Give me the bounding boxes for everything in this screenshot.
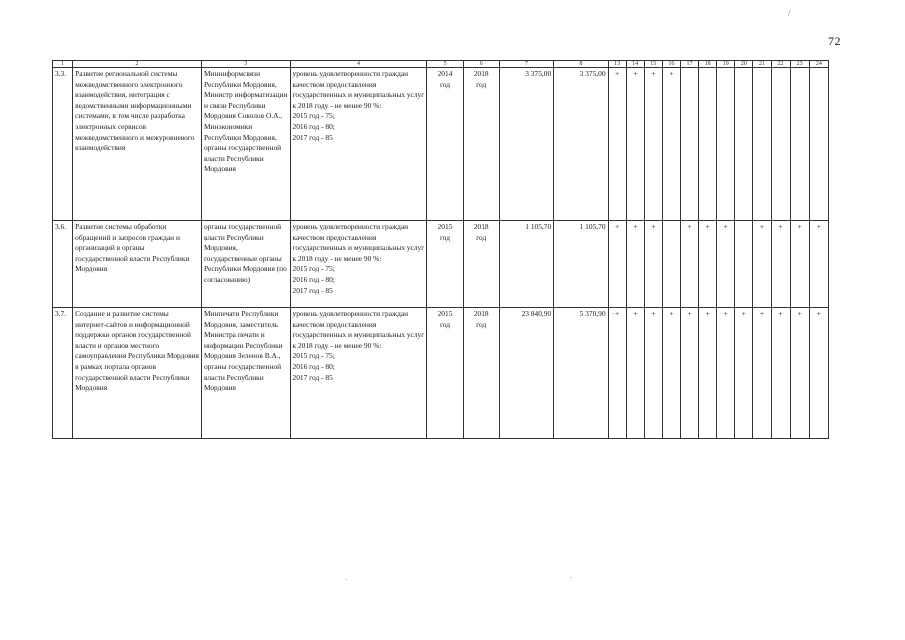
quarter-mark: + [626, 221, 644, 308]
column-number: 16 [662, 61, 680, 68]
quarter-mark: + [809, 221, 828, 308]
stray-mark: . [612, 306, 615, 316]
column-number: 6 [463, 61, 499, 68]
column-number-row [53, 61, 829, 68]
quarter-mark: + [809, 308, 828, 439]
column-number: 21 [753, 61, 771, 68]
quarter-mark: + [644, 68, 662, 221]
table-row [53, 221, 829, 308]
stray-mark: . [345, 572, 348, 582]
quarter-mark: + [608, 221, 626, 308]
page-number: 72 [828, 34, 841, 48]
start-year: 2015 год [427, 308, 463, 439]
column-number: 3 [201, 61, 290, 68]
quarter-mark: + [790, 221, 809, 308]
responsible-executor: Мининформсвязи Республики Мордовия, Министр информатизации и связи Республики Мордовия Соколов О.А., Минэкономики Республики Мордовия, органы государственной власти Республики Мордовия [201, 68, 290, 221]
column-number: 15 [644, 61, 662, 68]
end-year: 2018 год [463, 221, 499, 308]
quarter-mark: + [699, 221, 717, 308]
quarter-mark: + [753, 308, 771, 439]
table-row [53, 68, 829, 221]
quarter-mark: + [644, 221, 662, 308]
row-number: 3.3. [53, 68, 73, 221]
funding-amount: 3 375,00 [554, 68, 608, 221]
end-year: 2018 год [463, 68, 499, 221]
quarter-mark: + [735, 308, 753, 439]
row-number: 3.7. [53, 308, 73, 439]
quarter-mark: + [626, 308, 644, 439]
funding-total: 23 840,90 [499, 308, 553, 439]
column-number: 14 [626, 61, 644, 68]
quarter-mark: + [608, 68, 626, 221]
quarter-mark: + [790, 308, 809, 439]
quarter-mark: + [699, 308, 717, 439]
column-number: 5 [427, 61, 463, 68]
quarter-mark: + [680, 221, 698, 308]
column-number: 20 [735, 61, 753, 68]
quarter-mark: + [644, 308, 662, 439]
column-number: 2 [73, 61, 202, 68]
funding-amount: 1 105,70 [554, 221, 608, 308]
quarter-mark [735, 68, 753, 221]
quarter-mark [753, 68, 771, 221]
funding-total: 1 105,70 [499, 221, 553, 308]
column-number: 17 [680, 61, 698, 68]
column-number: 18 [699, 61, 717, 68]
column-number: 24 [809, 61, 828, 68]
responsible-executor: Минпечати Республики Мордовия, заместитель Министра печати и информации Республики Мордовия Зеленов В.А., органы государственной власти Республики Мордовия [201, 308, 290, 439]
quarter-mark: + [771, 221, 790, 308]
column-number: 22 [771, 61, 790, 68]
quarter-mark [717, 68, 735, 221]
column-number: 7 [499, 61, 553, 68]
column-number: 1 [53, 61, 73, 68]
target-indicator: уровень удовлетворенности граждан качеством предоставления государственных и муниципальных услуг к 2018 году - не менее 90 %: 2015 год - 75; 2016 год - 80; 2017 год - 85 [290, 221, 427, 308]
activity-name: Развитие системы обработки обращений и запросов граждан и организаций в органы государственной власти Республики Мордовия [73, 221, 202, 308]
responsible-executor: органы государственной власти Республики Мордовия, государственные органы Республики Мордовия (по согласованию) [201, 221, 290, 308]
funding-amount: 5 370,90 [554, 308, 608, 439]
quarter-mark: + [608, 308, 626, 439]
column-number: 13 [608, 61, 626, 68]
quarter-mark: + [662, 308, 680, 439]
quarter-mark: + [753, 221, 771, 308]
activity-name: Развитие региональной системы межведомственного электронного взаимодействия, интеграция с ведомственными информационными системами, в том числе разработка электронных сервисов межведомственного и межуровневого взаимодействия [73, 68, 202, 221]
start-year: 2014 год [427, 68, 463, 221]
target-indicator: уровень удовлетворенности граждан качеством предоставления государственных и муниципальных услуг к 2018 году - не менее 90 %: 2015 год - 75; 2016 год - 80; 2017 год - 85 [290, 308, 427, 439]
target-indicator: уровень удовлетворенности граждан качеством предоставления государственных и муниципальных услуг к 2018 году - не менее 90 %: 2015 год - 75; 2016 год - 80; 2017 год - 85 [290, 68, 427, 221]
quarter-mark: + [626, 68, 644, 221]
column-number: 4 [290, 61, 427, 68]
quarter-mark [699, 68, 717, 221]
quarter-mark [809, 68, 828, 221]
funding-total: 3 375,00 [499, 68, 553, 221]
table-row [53, 308, 829, 439]
quarter-mark [790, 68, 809, 221]
quarter-mark: + [771, 308, 790, 439]
quarter-mark [680, 68, 698, 221]
row-number: 3.6. [53, 221, 73, 308]
end-year: 2018 год [463, 308, 499, 439]
quarter-mark: + [717, 308, 735, 439]
column-number: 19 [717, 61, 735, 68]
quarter-mark: + [717, 221, 735, 308]
quarter-mark: + [680, 308, 698, 439]
column-number: 23 [790, 61, 809, 68]
column-number: 8 [554, 61, 608, 68]
program-activities-table [52, 60, 829, 439]
quarter-mark [735, 221, 753, 308]
quarter-mark [662, 221, 680, 308]
start-year: 2015 год [427, 221, 463, 308]
quarter-mark [771, 68, 790, 221]
stray-mark: . [570, 570, 573, 580]
quarter-mark: + [662, 68, 680, 221]
corner-mark: / [788, 8, 791, 18]
activity-name: Создание и развитие системы интернет-сайтов и информационной поддержки органов государственной власти и органов местного самоуправления Республики Мордовия в рамках портала органов государственной власти Республики Мордовия [73, 308, 202, 439]
